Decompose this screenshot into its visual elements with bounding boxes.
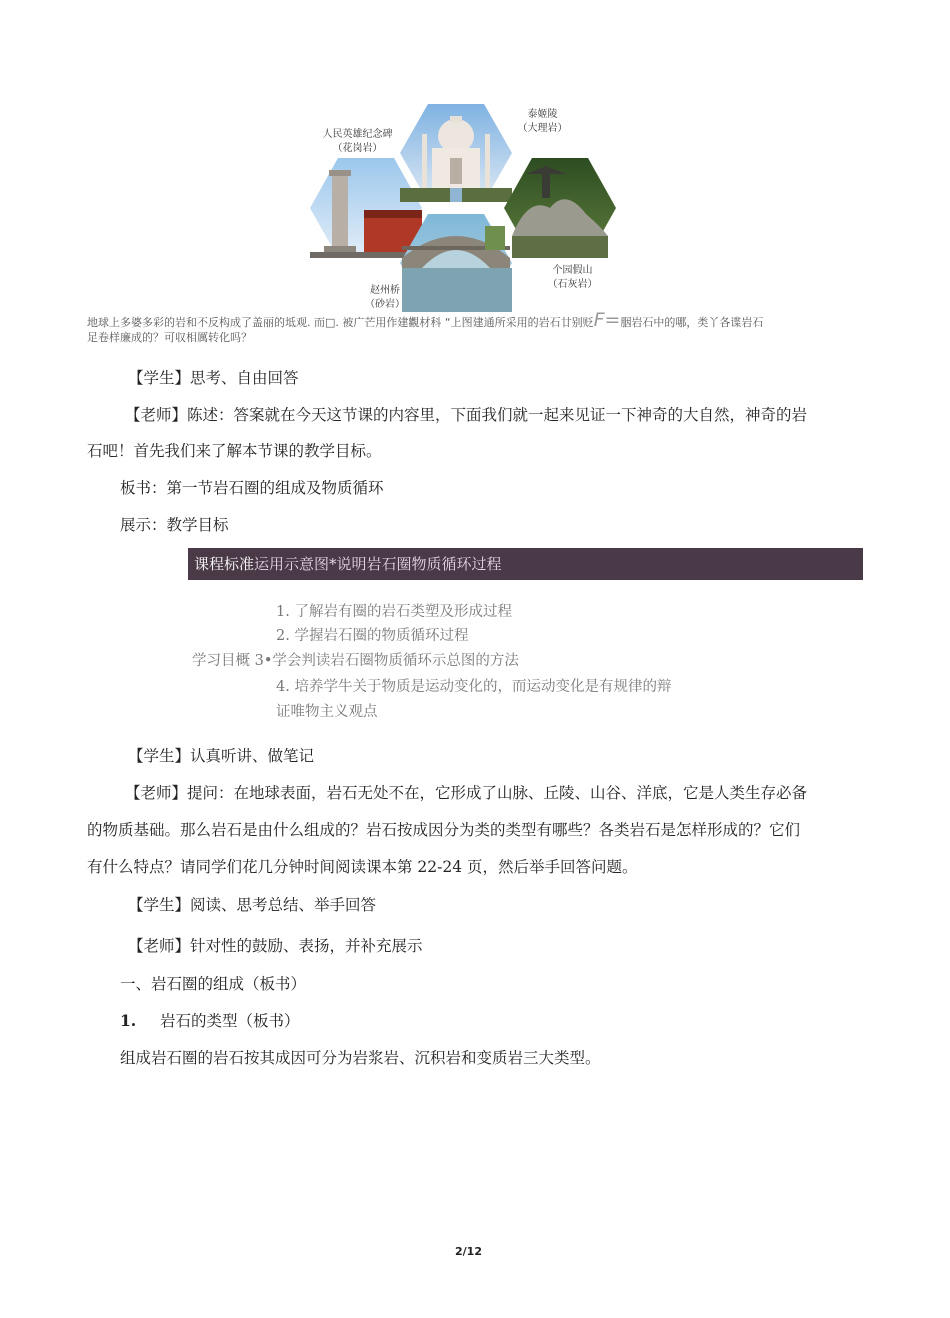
- curriculum-standard-banner: [188, 548, 863, 580]
- label-rock: （石灰岩）: [547, 279, 598, 290]
- label-name: 个园假山: [552, 265, 593, 276]
- figure-label-rockery: [535, 264, 610, 292]
- teacher-question-line-1: 【老师】提问：在地球表面，岩石无处不在，它形成了山脉、丘陵、山谷、洋底，它是人类生存必备: [125, 784, 808, 802]
- objective-2: 2. 学握岩石圈的物质循环过程: [276, 628, 469, 644]
- subsection-number: 1.: [120, 1011, 137, 1030]
- teacher-statement-line-1: 【老师】陈述：答案就在今天这节课的内容里，下面我们就一起来见证一下神奇的大自然，神奇的岩: [125, 406, 808, 424]
- student-note-taking: 【学生】认真听讲、做笔记: [128, 747, 315, 765]
- teacher-question-line-2: 的物质基础。那么岩石是由什么组成的？岩石按成因分为类的类型有哪些？各类岩石是怎样形成的？它们: [87, 821, 801, 839]
- label-name: 赵州桥: [370, 285, 400, 296]
- label-name: 泰姬陵: [527, 109, 558, 120]
- rock-types-paragraph: 组成岩石圈的岩石按其成因可分为岩浆岩、沉积岩和变质岩三大类型。: [120, 1049, 601, 1067]
- figure-label-bridge: [355, 284, 415, 312]
- caption-text-a: 地球上多婆多彩的岩和不反构成了盖丽的坻观. 而□. 被广芒用作建觀材科 “上图建通所采用的岩石廿别贬: [87, 316, 594, 329]
- figure-caption: [87, 309, 867, 345]
- section-heading-1: 一、岩石圈的组成（板书）: [120, 975, 307, 993]
- teacher-statement-line-2: 石吧！首先我们来了解本节课的教学目标。: [87, 442, 382, 460]
- teacher-encouragement: 【老师】针对性的鼓励、表扬，并补充展示: [128, 937, 423, 955]
- label-rock: （砂岩）: [365, 299, 405, 310]
- board-title: 板书：第一节岩石圈的组成及物质循环: [120, 479, 384, 497]
- page-number: 2/12: [455, 1245, 482, 1258]
- label-rock: （大理岩）: [517, 123, 568, 134]
- caption-big-text: F=: [593, 309, 621, 331]
- objective-4-line-1: 4. 培养学牛关于物质是运动变化的，而运动变化是有规律的辩: [276, 679, 672, 695]
- teacher-question-line-3: 有什么特点？请同学们花几分钟时间阅读课本第 22-24 页，然后举手回答问题。: [87, 858, 638, 876]
- banner-label: 课程标准: [194, 555, 255, 573]
- label-name: 人民英雄纪念碑: [322, 129, 393, 140]
- objective-4-line-2: 证唯物主义观点: [276, 704, 378, 720]
- subsection-title: 岩石的类型（板书）: [160, 1012, 300, 1030]
- banner-text: 运用示意图*说明岩石圈物质循环过程: [254, 555, 502, 573]
- taj-mahal-photo: [400, 104, 512, 202]
- student-reading: 【学生】阅读、思考总结、举手回答: [128, 896, 377, 914]
- caption-line-2: 足卷样廉成的？可収相厲转化吗？: [87, 331, 252, 344]
- caption-text-b: 胭岩石中的哪，类丫各谍岩石: [620, 316, 764, 329]
- subsection-heading-1: [120, 1011, 300, 1031]
- label-rock: （花岗岩）: [332, 143, 383, 154]
- student-answer-1: 【学生】思考、自由回答: [128, 369, 299, 387]
- monument-photo: [310, 158, 422, 258]
- figure-label-taj-mahal: [505, 108, 580, 136]
- objective-3: 学习目概 3•学会判读岩石圈物质循环示总图的方法: [192, 653, 519, 669]
- objective-1: 1. 了解岩有圈的岩石类塑及形成过程: [276, 604, 512, 620]
- rockery-photo: [504, 158, 616, 258]
- figure-label-monument: [310, 128, 405, 156]
- show-objectives: 展示：教学目标: [120, 516, 229, 534]
